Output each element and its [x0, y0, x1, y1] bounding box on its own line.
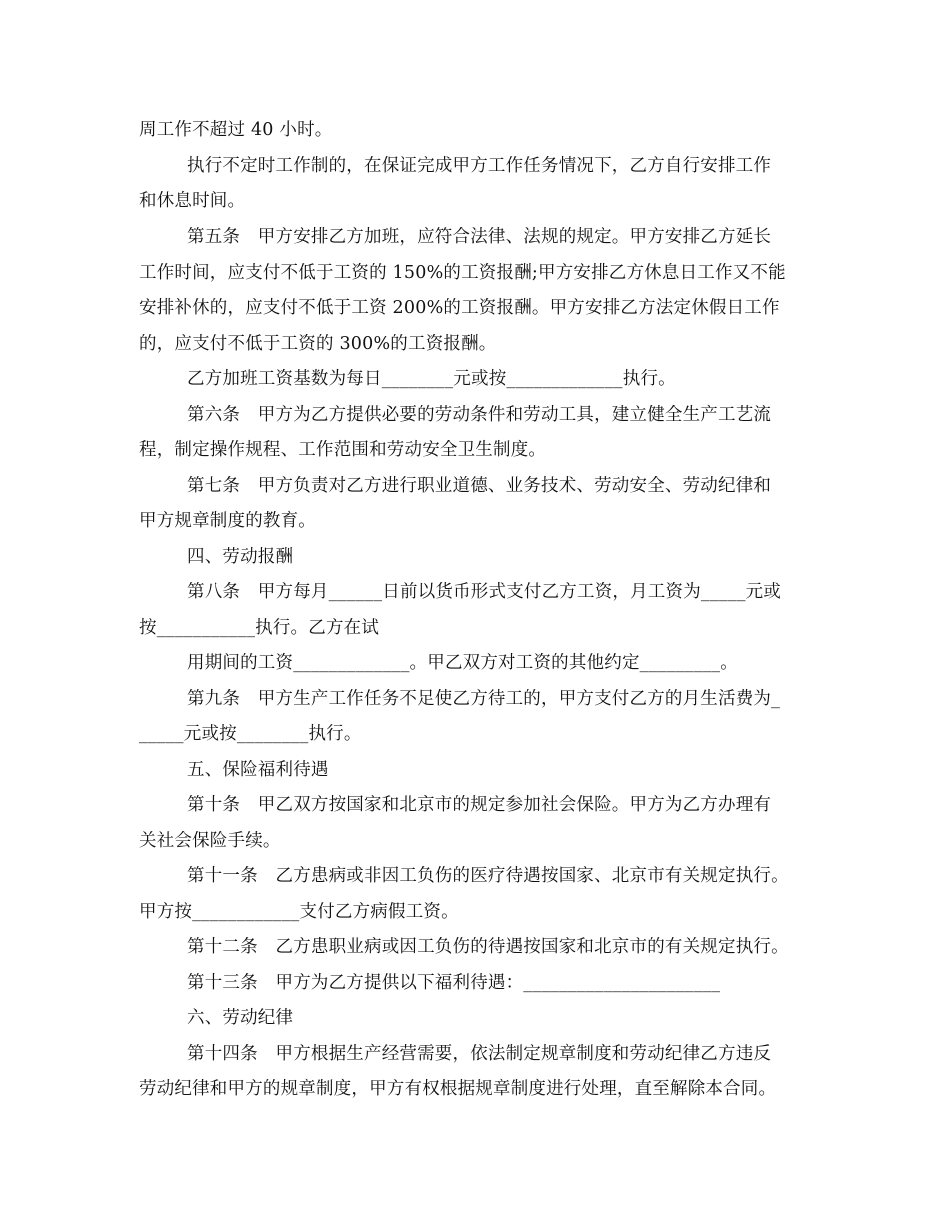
paragraph-line: 的，应支付不低于工资的 300%的工资报酬。 [139, 334, 497, 354]
section-heading: 四、劳动报酬 [187, 547, 294, 567]
paragraph-line: 按___________执行。乙方在试 [139, 618, 380, 638]
paragraph-line: 和休息时间。 [139, 191, 246, 211]
paragraph-line: 用期间的工资_____________。甲乙双方对工资的其他约定_________。 [187, 653, 738, 673]
section-heading: 五、保险福利待遇 [187, 760, 329, 780]
paragraph-line: 第九条 甲方生产工作任务不足使乙方待工的，甲方支付乙方的月生活费为_ [187, 689, 781, 709]
paragraph-line: 第八条 甲方每月______日前以货币形式支付乙方工资，月工资为_____元或 [187, 582, 782, 602]
paragraph-line: 乙方加班工资基数为每日________元或按_____________执行。 [187, 369, 676, 389]
paragraph-line: 第十条 甲乙双方按国家和北京市的规定参加社会保险。甲方为乙方办理有 [187, 795, 772, 815]
paragraph-line: 周工作不超过 40 小时。 [139, 120, 333, 140]
paragraph-line: 第六条 甲方为乙方提供必要的劳动条件和劳动工具，建立健全生产工艺流 [187, 405, 772, 425]
paragraph-line: 关社会保险手续。 [139, 831, 281, 851]
paragraph-line: 甲方按____________支付乙方病假工资。 [139, 902, 459, 922]
paragraph-line: 执行不定时工作制的，在保证完成甲方工作任务情况下，乙方自行安排工作 [187, 156, 772, 176]
paragraph-line: 第十四条 甲方根据生产经营需要，依法制定规章制度和劳动纪律乙方违反 [187, 1044, 772, 1064]
paragraph-line: _____元或按________执行。 [139, 724, 362, 744]
paragraph-line: 工作时间，应支付不低于工资的 150%的工资报酬;甲方安排乙方休息日工作又不能 [139, 263, 786, 283]
paragraph-line: 安排补休的，应支付不低于工资 200%的工资报酬。甲方安排乙方法定休假日工作 [139, 298, 780, 318]
paragraph-line: 第十二条 乙方患职业病或因工负伤的待遇按国家和北京市的有关规定执行。 [187, 937, 789, 957]
paragraph-line: 程，制定操作规程、工作范围和劳动安全卫生制度。 [139, 440, 547, 460]
section-heading: 六、劳动纪律 [187, 1008, 294, 1028]
paragraph-line: 第五条 甲方安排乙方加班，应符合法律、法规的规定。甲方安排乙方延长 [187, 227, 772, 247]
paragraph-line: 劳动纪律和甲方的规章制度，甲方有权根据规章制度进行处理，直至解除本合同。 [139, 1079, 777, 1099]
paragraph-line: 甲方规章制度的教育。 [139, 511, 316, 531]
paragraph-line: 第七条 甲方负责对乙方进行职业道德、业务技术、劳动安全、劳动纪律和 [187, 476, 772, 496]
paragraph-line: 第十三条 甲方为乙方提供以下福利待遇：______________________ [187, 973, 721, 993]
paragraph-line: 第十一条 乙方患病或非因工负伤的医疗待遇按国家、北京市有关规定执行。 [187, 866, 789, 886]
